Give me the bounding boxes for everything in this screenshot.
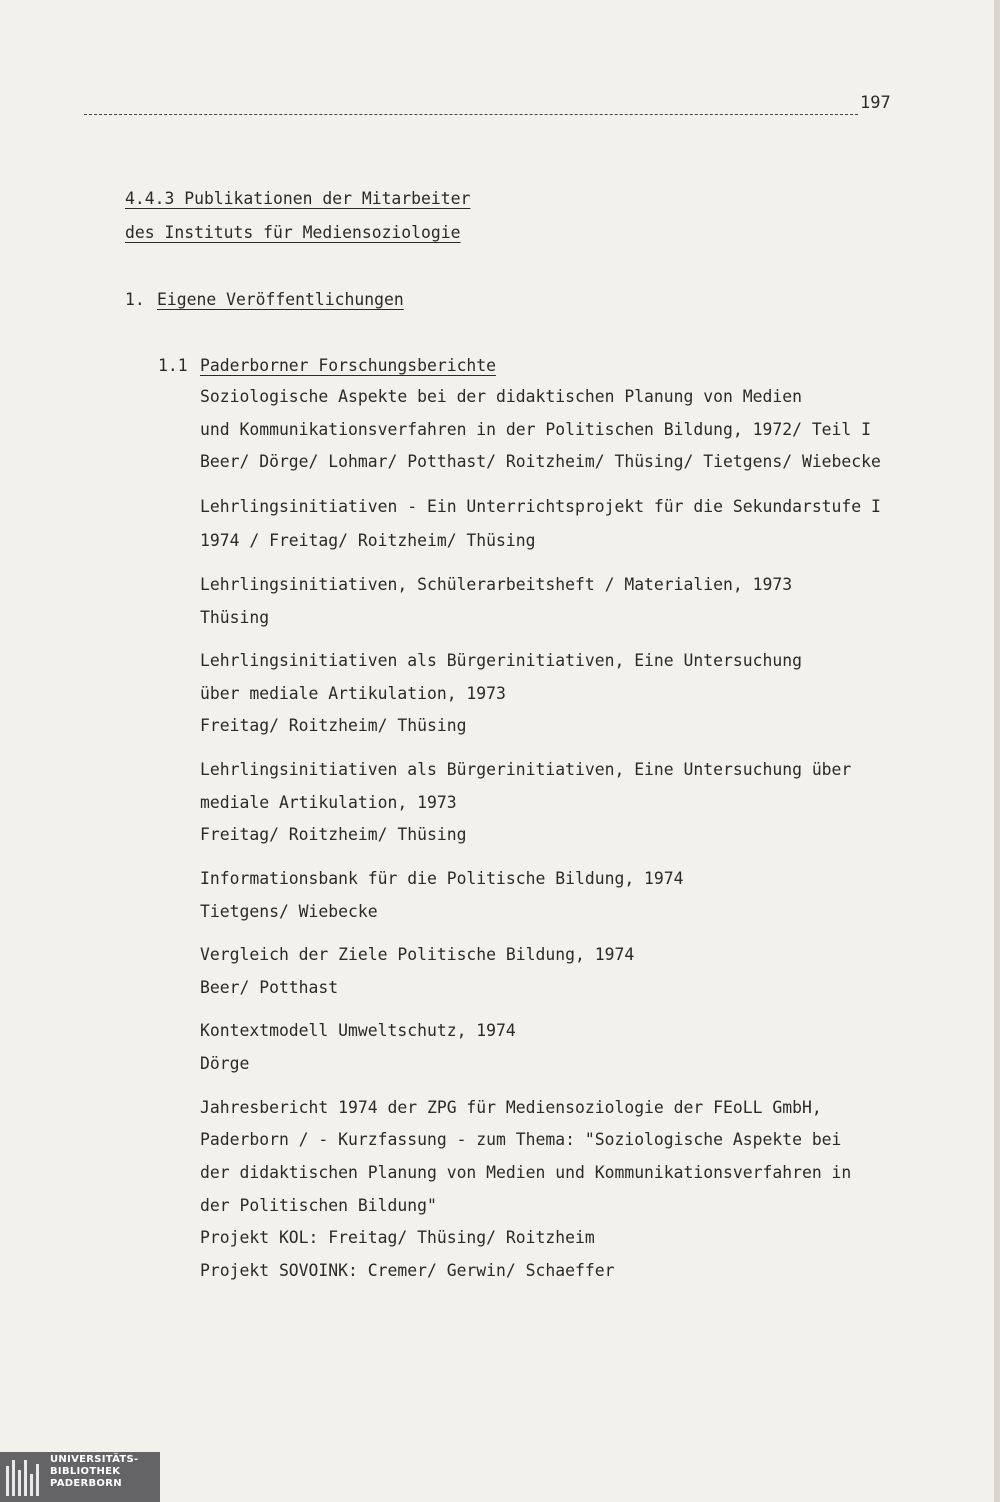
- entry-line: und Kommunikationsverfahren in der Politischen Bildung, 1972/ Teil I: [200, 420, 872, 439]
- library-logo-line: BIBLIOTHEK: [50, 1466, 121, 1477]
- entry-line: Projekt KOL: Freitag/ Thüsing/ Roitzheim: [200, 1228, 595, 1247]
- subsubsection-title: Paderborner Forschungsberichte: [200, 356, 497, 375]
- entry-line: Soziologische Aspekte bei der didaktischen Planung von Medien: [200, 387, 802, 406]
- entry-line: Lehrlingsinitiativen als Bürgerinitiativen, Eine Untersuchung über: [200, 760, 852, 779]
- entry-line: Freitag/ Roitzheim/ Thüsing: [200, 716, 467, 735]
- entry-line: Freitag/ Roitzheim/ Thüsing: [200, 825, 467, 844]
- entry-line: der didaktischen Planung von Medien und Kommunikationsverfahren in: [200, 1163, 852, 1182]
- entry-line: Tietgens/ Wiebecke: [200, 902, 378, 921]
- section-title-line-2: des Instituts für Mediensoziologie: [125, 223, 461, 242]
- entry-line: mediale Artikulation, 1973: [200, 793, 457, 812]
- entry-line: Jahresbericht 1974 der ZPG für Mediensoziologie der FEoLL GmbH,: [200, 1098, 822, 1117]
- page-number: 197: [860, 93, 891, 113]
- entry-line: Dörge: [200, 1054, 250, 1073]
- entry-line: Beer/ Dörge/ Lohmar/ Potthast/ Roitzheim/ Thüsing/ Tietgens/ Wiebecke: [200, 452, 881, 471]
- entry-line: Lehrlingsinitiativen als Bürgerinitiativen, Eine Untersuchung: [200, 651, 802, 670]
- subsection-title: Eigene Veröffentlichungen: [157, 290, 404, 309]
- subsection-number: 1.: [125, 290, 145, 309]
- header-rule: [84, 114, 858, 115]
- entry-line: Projekt SOVOINK: Cremer/ Gerwin/ Schaeffer: [200, 1261, 615, 1280]
- entry-line: Vergleich der Ziele Politische Bildung, 1974: [200, 945, 635, 964]
- entry-line: Informationsbank für die Politische Bildung, 1974: [200, 869, 684, 888]
- library-logo-line: PADERBORN: [50, 1478, 122, 1489]
- library-logo-banner: [0, 1452, 160, 1502]
- library-logo-line: UNIVERSITÄTS-: [50, 1454, 139, 1465]
- library-logo-icon: [6, 1460, 44, 1496]
- entry-line: über mediale Artikulation, 1973: [200, 684, 506, 703]
- page-edge: [994, 0, 1000, 1502]
- section-title-line-1: 4.4.3 Publikationen der Mitarbeiter: [125, 189, 471, 208]
- entry-line: Kontextmodell Umweltschutz, 1974: [200, 1021, 516, 1040]
- entry-line: der Politischen Bildung": [200, 1196, 437, 1215]
- entry-line: Lehrlingsinitiativen - Ein Unterrichtsprojekt für die Sekundarstufe I: [200, 497, 881, 516]
- library-logo-text: [50, 1454, 139, 1490]
- entry-line: 1974 / Freitag/ Roitzheim/ Thüsing: [200, 531, 536, 550]
- entry-line: Lehrlingsinitiativen, Schülerarbeitsheft / Materialien, 1973: [200, 575, 793, 594]
- entry-line: Paderborn / - Kurzfassung - zum Thema: "Soziologische Aspekte bei: [200, 1130, 842, 1149]
- subsubsection-number: 1.1: [158, 356, 188, 375]
- entry-line: Beer/ Potthast: [200, 978, 339, 997]
- entry-line: Thüsing: [200, 608, 270, 627]
